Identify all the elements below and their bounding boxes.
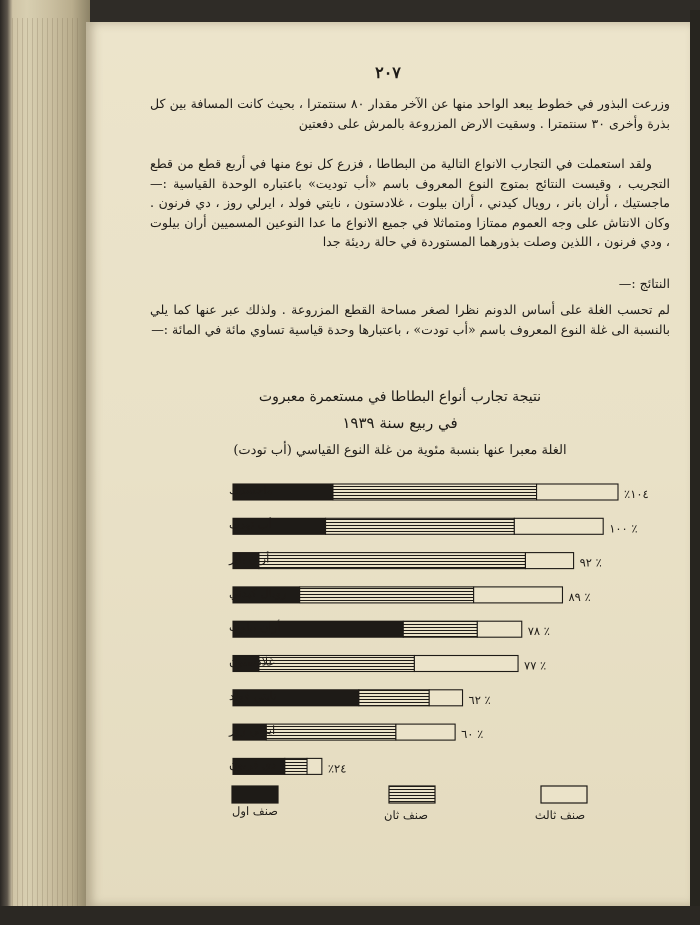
legend-label-2: صنف ثان [384, 808, 428, 822]
bar-6-segment-2 [259, 656, 414, 672]
bar-3-segment-2 [259, 553, 526, 569]
bar-9-segment-3 [307, 758, 322, 774]
bar-label-7: نايتي فولد [229, 688, 277, 703]
bar-1-segment-2 [333, 484, 537, 500]
bar-3-segment-3 [525, 553, 573, 569]
legend-label-1: صنف اول [232, 804, 278, 818]
bar-7-segment-2 [359, 690, 429, 706]
bar-value-5: ٧٨ ٪ [527, 624, 550, 639]
bar-2-segment-3 [514, 518, 603, 534]
bar-label-2: أب تودت [229, 517, 272, 532]
paragraph-3-text: النتائج :— [618, 276, 670, 291]
chart-subtitle-unit: الغلة معبرا عنها بنسبة مئوية من غلة النوع القياسي (أب تودت) [233, 443, 567, 458]
bar-value-8: ٦٠ ٪ [461, 727, 484, 742]
bar-1-segment-3 [537, 484, 618, 500]
bar-label-6: غلادستون [229, 654, 275, 669]
legend-swatch-1 [232, 786, 278, 803]
bar-value-2: ١٠٠ ٪ [609, 521, 638, 536]
bar-4-segment-2 [300, 587, 474, 603]
legend-swatch-3 [541, 786, 587, 803]
bar-value-1: ٪١٠٤ [624, 487, 649, 501]
bar-8-segment-3 [396, 724, 455, 740]
bar-7-segment-3 [429, 690, 462, 706]
chart-title: نتيجة تجارب أنواع البطاطا في مستعمرة معبروت [258, 389, 542, 405]
bar-label-4: رويال كيدني [229, 585, 287, 600]
bar-2-segment-2 [326, 518, 515, 534]
bar-label-5: أران بيلوت [229, 620, 281, 635]
paragraph-1-text: وزرعت البذور في خطوط يبعد الواحد منها عن الآخر مقدار ٨٠ سنتمترا ، بحيث كانت المسافة بين كل بذرة وأخرى ٣٠ سنتمترا . وسقيت الارض المزروعة بالمرش على دفعتين [150, 96, 671, 131]
bar-value-9: ٪٢٤ [327, 761, 347, 776]
bar-label-9: دي فرنون [229, 757, 277, 772]
bar-5-segment-2 [403, 621, 477, 637]
paragraph-4-text: لم تحسب الغلة على أساس الدونم نظرا لصغر مساحة القطع المزروعة . ولذلك عبر عنها كما يلي بالنسبة الى غلة النوع المعروف باسم «أب تودت» ، باعتبارها وحدة قياسية تساوي مائة في المائة :— [150, 302, 670, 337]
legend-swatch-2 [389, 786, 435, 803]
page-number: ٢٠٧ [375, 63, 401, 82]
bar-value-7: ٦٢ ٪ [468, 692, 491, 707]
bar-5-segment-3 [477, 621, 521, 637]
bar-4-segment-3 [474, 587, 563, 603]
bar-label-8: ايرلي روز [229, 723, 276, 738]
bar-value-4: ٨٩ ٪ [568, 589, 591, 604]
bar-9-segment-2 [285, 758, 307, 774]
bar-6-segment-3 [414, 656, 518, 672]
bar-label-1: ماجستيك [229, 483, 273, 497]
bar-value-6: ٧٧ ٪ [524, 658, 547, 673]
bar-label-3: أران بانر [229, 551, 270, 566]
bar-8-segment-2 [266, 724, 396, 740]
bar-value-3: ٩٢ ٪ [579, 555, 602, 570]
chart-subtitle-year: في ربيع سنة ١٩٣٩ [342, 414, 458, 432]
legend-label-3: صنف ثالث [534, 808, 586, 822]
paragraph-2-text: ولقد استعملت في التجارب الانواع التالية من البطاطا ، فزرع كل نوع منها في أربع قطع من قطع التجريب ، وقيست النتائج بمتوج النوع المعروف باسم «أب توديت» باعتباره الوحدة القياسية :— ماجستيك ، أران بانر ، رويال كيدني ، أران بيلوت ، غلادستون ، نايتي فولد ، ايرلي روز ، دي فرنون . وكان الانتاش على وجه العموم ممتازا ومتماثلا في جميع الانواع ما عدا النوعين المسميين أران بيلوت ، ودي فرنون ، اللذين وصلت بذورهما المستوردة في حالة رديئة جدا [150, 156, 670, 250]
